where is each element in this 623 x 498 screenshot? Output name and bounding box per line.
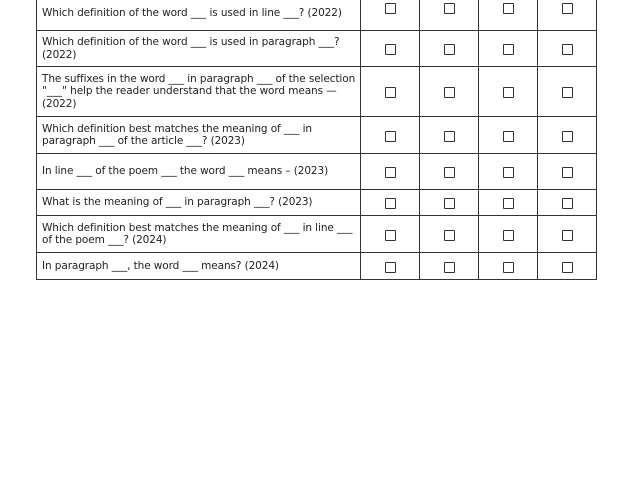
checkbox-cell [420,190,479,216]
question-text: Which definition best matches the meaning of ___ in paragraph ___ of the article ___? (2023) [37,117,361,154]
checkbox[interactable] [503,44,514,55]
checkbox-cell [479,0,538,31]
checkbox-cell [538,190,597,216]
checkbox[interactable] [562,3,573,14]
checkbox[interactable] [562,167,573,178]
checkbox[interactable] [385,44,396,55]
table-row [37,190,597,216]
checkbox[interactable] [385,131,396,142]
checkbox[interactable] [503,262,514,273]
checkbox-cell [538,0,597,31]
table-row [37,117,597,154]
checkbox-cell [361,117,420,154]
checkbox[interactable] [503,3,514,14]
checkbox[interactable] [562,44,573,55]
checkbox-cell [479,117,538,154]
checkbox-cell [361,190,420,216]
checkbox-cell [538,216,597,253]
checkbox[interactable] [385,262,396,273]
checkbox[interactable] [562,198,573,209]
checkbox-cell [361,31,420,67]
checkbox-cell [420,216,479,253]
checkbox-cell [420,253,479,280]
checkbox-cell [361,0,420,31]
checkbox-cell [538,67,597,117]
checkbox[interactable] [444,198,455,209]
checkbox[interactable] [562,262,573,273]
checkbox-cell [479,31,538,67]
checkbox-cell [479,253,538,280]
checkbox-cell [361,67,420,117]
checkbox[interactable] [503,198,514,209]
checkbox[interactable] [503,230,514,241]
table-row [37,67,597,117]
checkbox-cell [420,0,479,31]
checkbox-cell [420,67,479,117]
table-row [37,154,597,190]
checkbox-cell [538,31,597,67]
question-text: Which definition of the word ___ is used in line ___? (2022) [37,0,361,31]
question-text: What is the meaning of ___ in paragraph ___? (2023) [37,190,361,216]
checkbox[interactable] [444,44,455,55]
checkbox[interactable] [562,87,573,98]
checkbox-cell [479,216,538,253]
question-checklist [36,0,588,280]
question-table [36,0,597,280]
checkbox-cell [538,117,597,154]
question-text: In paragraph ___, the word ___ means? (2024) [37,253,361,280]
checkbox-cell [479,67,538,117]
checkbox[interactable] [444,262,455,273]
table-row [37,31,597,67]
checkbox[interactable] [385,3,396,14]
checkbox[interactable] [503,167,514,178]
checkbox-cell [361,253,420,280]
checkbox[interactable] [444,131,455,142]
checkbox[interactable] [385,87,396,98]
checkbox-cell [479,154,538,190]
checkbox[interactable] [562,131,573,142]
checkbox[interactable] [503,87,514,98]
checkbox-cell [538,253,597,280]
checkbox-cell [420,31,479,67]
checkbox-cell [479,190,538,216]
checkbox[interactable] [444,87,455,98]
table-row [37,253,597,280]
checkbox[interactable] [562,230,573,241]
question-text: The suffixes in the word ___ in paragraph ___ of the selection "___" help the reader understand that the word means — (2022) [37,67,361,117]
checkbox-cell [420,117,479,154]
question-text: Which definition best matches the meaning of ___ in line ___ of the poem ___? (2024) [37,216,361,253]
checkbox-cell [420,154,479,190]
checkbox-cell [361,216,420,253]
checkbox[interactable] [444,167,455,178]
table-row [37,0,597,31]
table-row [37,216,597,253]
question-text: In line ___ of the poem ___ the word ___ means – (2023) [37,154,361,190]
checkbox[interactable] [385,230,396,241]
checkbox[interactable] [503,131,514,142]
question-text: Which definition of the word ___ is used in paragraph ___? (2022) [37,31,361,67]
checkbox-cell [361,154,420,190]
checkbox-cell [538,154,597,190]
checkbox[interactable] [385,167,396,178]
checkbox[interactable] [444,3,455,14]
checkbox[interactable] [444,230,455,241]
checkbox[interactable] [385,198,396,209]
